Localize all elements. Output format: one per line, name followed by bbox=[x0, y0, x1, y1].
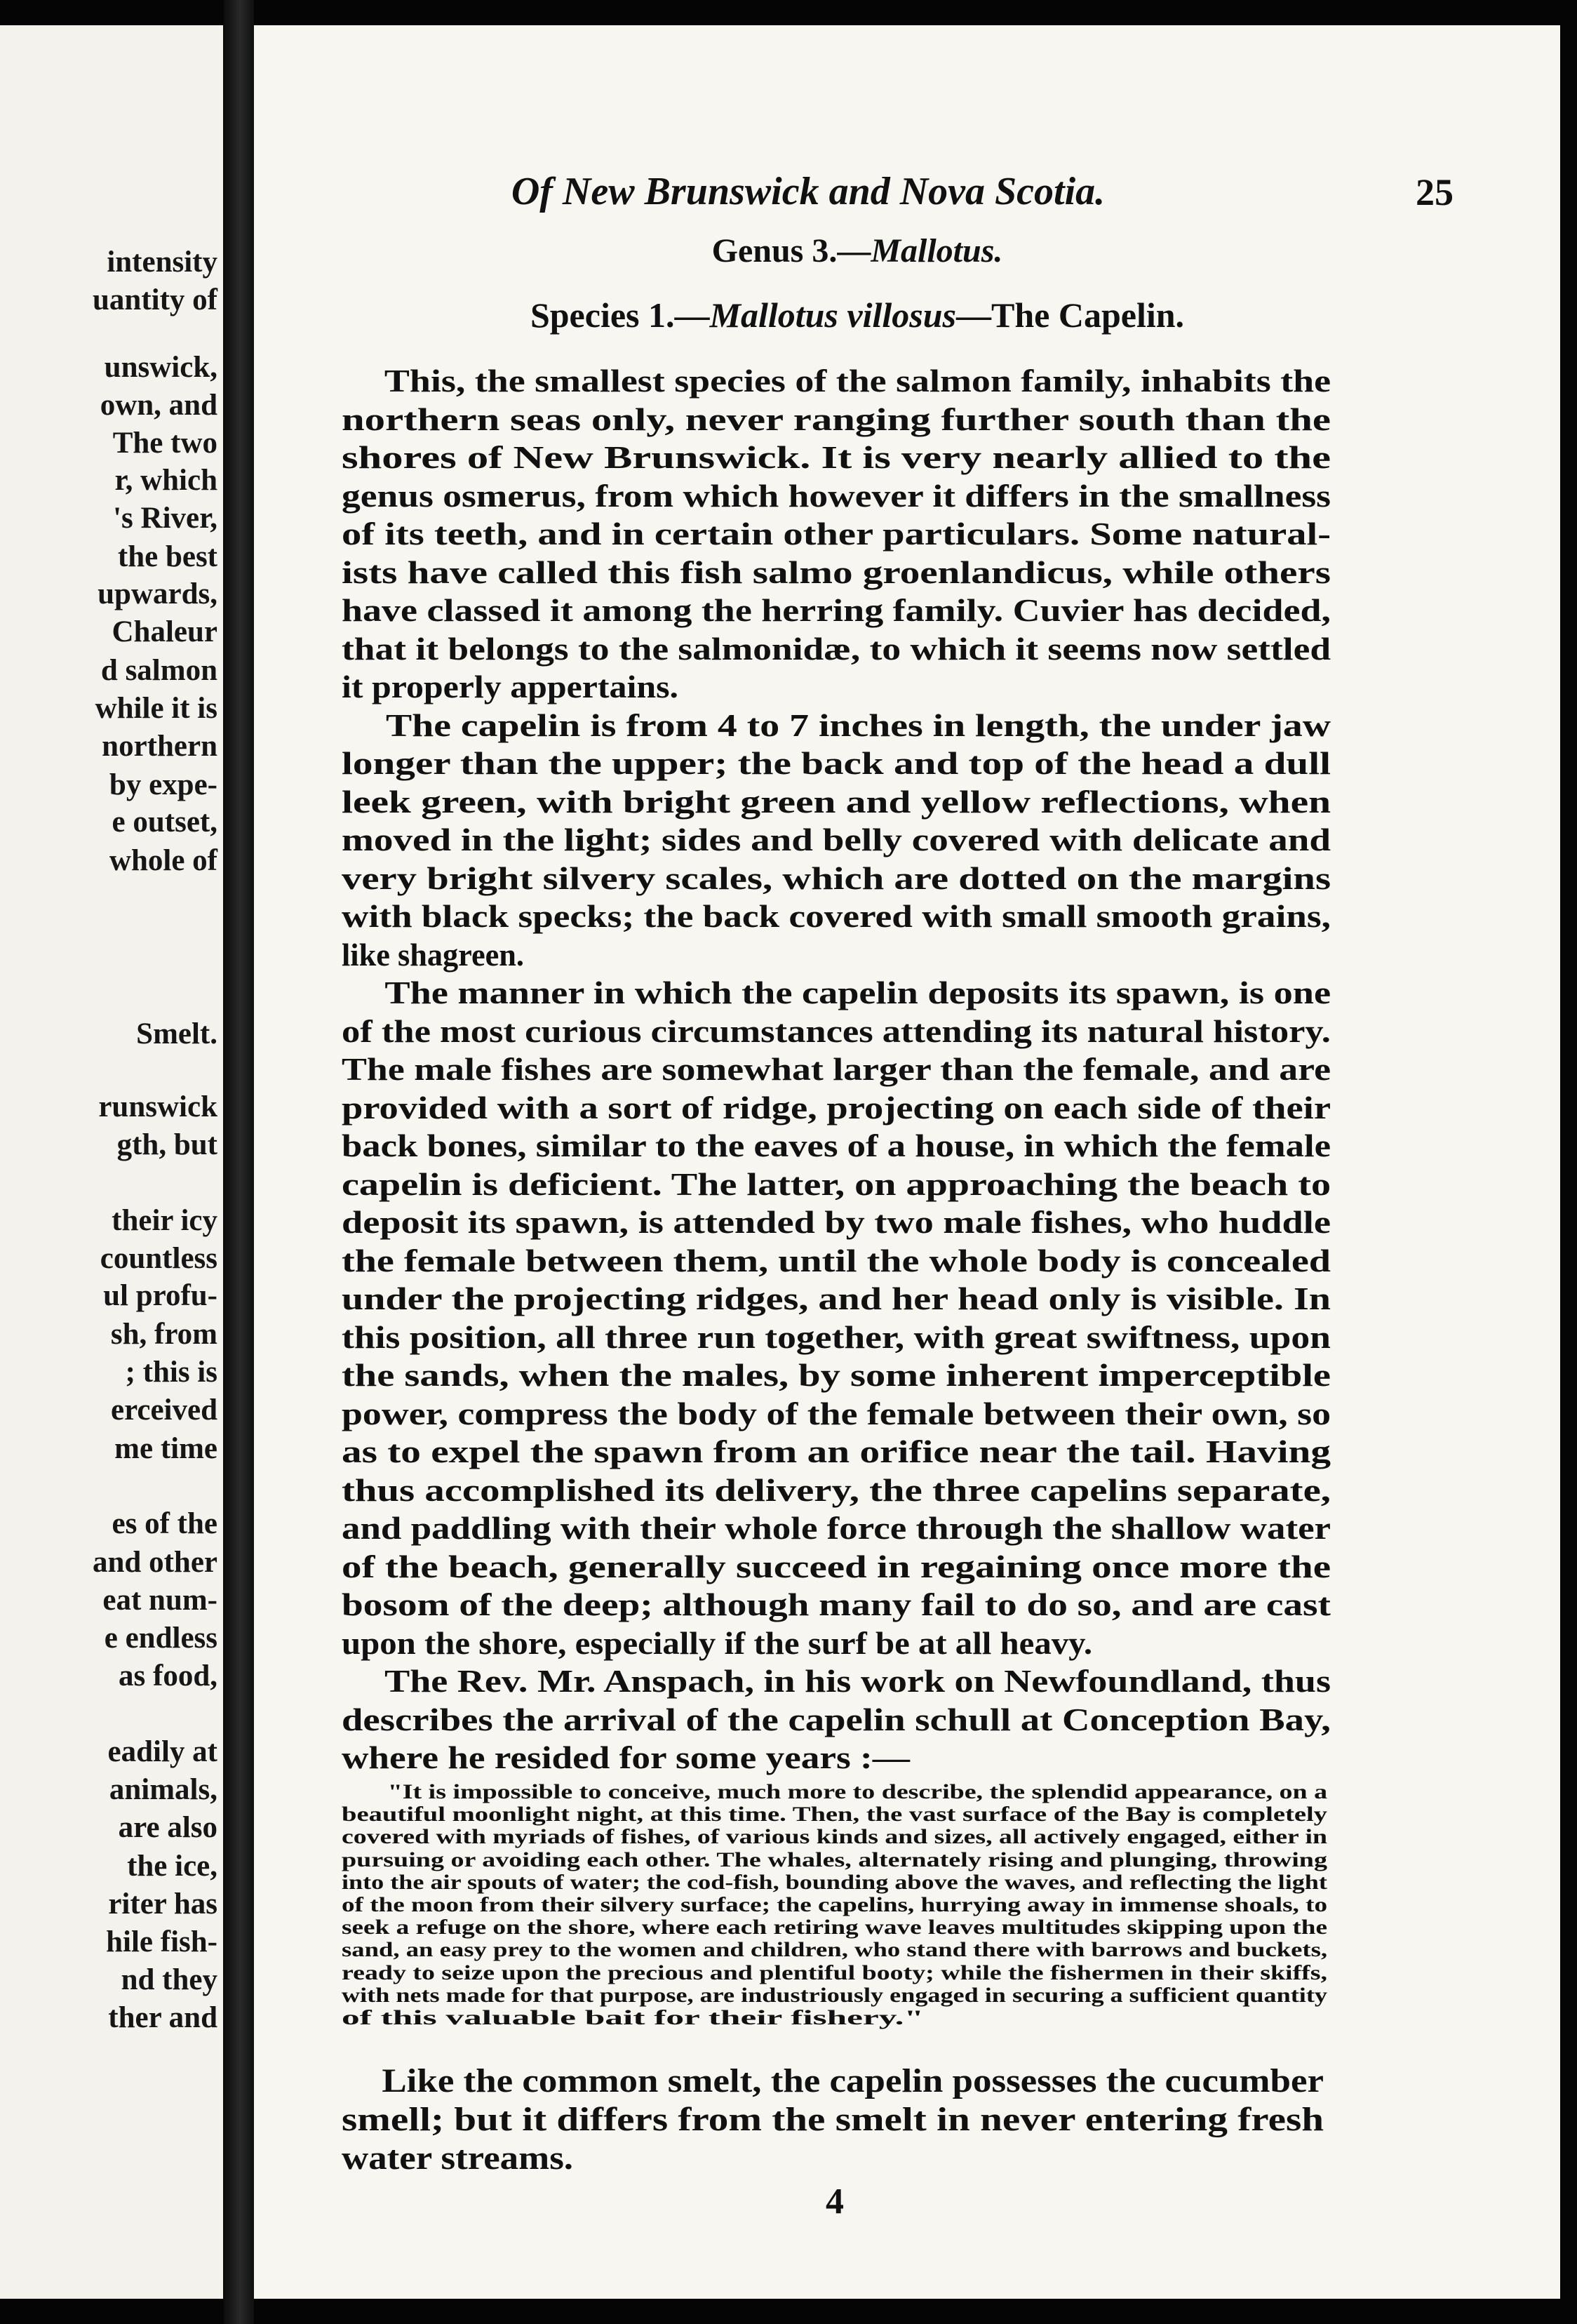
species-prefix: Species 1.— bbox=[530, 295, 710, 335]
paragraph-3-line: this position, all three run together, with great swiftness, upon bbox=[342, 1318, 1331, 1355]
left-page-line: eadily at bbox=[107, 1735, 217, 1768]
genus-heading bbox=[254, 232, 1461, 270]
left-page-line: The two bbox=[112, 427, 217, 460]
paragraph-4-line: describes the arrival of the capelin schull at Conception Bay, bbox=[342, 1701, 1331, 1737]
left-page-line: animals, bbox=[109, 1773, 217, 1806]
body-text bbox=[342, 362, 1560, 1777]
paragraph-3-line: as to expel the spawn from an orifice near the tail. Having bbox=[342, 1434, 1331, 1469]
paragraph-1-line: have classed it among the herring family. Cuvier has decided, bbox=[342, 592, 1331, 628]
left-page-line: ul profu- bbox=[103, 1279, 217, 1312]
quotation-line: with nets made for that purpose, are industriously engaged in securing a sufficient quantity bbox=[342, 1983, 1327, 2007]
left-page-line: me time bbox=[114, 1432, 217, 1465]
left-page-line: d salmon bbox=[100, 654, 217, 687]
paragraph-3-line: The manner in which the capelin deposits its spawn, is one bbox=[384, 975, 1331, 1010]
quotation-block bbox=[342, 1781, 1560, 2029]
paragraph-3-line: bosom of the deep; although many fail to do so, and are cast bbox=[342, 1587, 1331, 1622]
paragraph-3-line: thus accomplished its delivery, the three capelins separate, bbox=[342, 1471, 1331, 1508]
final-paragraph bbox=[342, 2062, 1560, 2177]
left-page-line: e endless bbox=[104, 1622, 217, 1655]
quotation-line: seek a refuge on the shore, where each retiring wave leaves multitudes skipping upon the bbox=[342, 1916, 1327, 1939]
left-page-line: unswick, bbox=[104, 351, 217, 384]
paragraph-4-line: where he resided for some years :— bbox=[342, 1739, 911, 1775]
genus-name: Mallotus. bbox=[871, 232, 1003, 269]
quotation-line: ready to seize upon the precious and plentiful booty; while the fishermen in their skiffs, bbox=[342, 1961, 1328, 1984]
final-paragraph-line: Like the common smelt, the capelin possesses the cucumber bbox=[382, 2062, 1324, 2099]
paragraph-4-line: The Rev. Mr. Anspach, in his work on Newfoundland, thus bbox=[384, 1663, 1331, 1699]
paragraph-3-line: capelin is deficient. The latter, on approaching the beach to bbox=[342, 1166, 1331, 1202]
quotation-line: beautiful moonlight night, at this time. Then, the vast surface of the Bay is completely bbox=[342, 1803, 1327, 1827]
left-page-line: Smelt. bbox=[136, 1017, 217, 1050]
quotation-line: pursuing or avoiding each other. The whales, alternately rising and plunging, throwing bbox=[342, 1848, 1327, 1871]
left-page-line: as food, bbox=[119, 1659, 217, 1692]
page-number: 25 bbox=[1416, 171, 1454, 213]
left-page-line: es of the bbox=[112, 1507, 217, 1540]
paragraph-2-line: with black specks; the back covered with small smooth grains, bbox=[342, 898, 1331, 934]
species-heading bbox=[254, 295, 1461, 335]
left-page-line: own, and bbox=[100, 389, 217, 422]
paragraph-3-line: of the most curious circumstances attending its natural history. bbox=[342, 1013, 1331, 1049]
paragraph-1-line: it properly appertains. bbox=[342, 669, 679, 704]
left-page-line: upwards, bbox=[98, 577, 217, 610]
paragraph-3-line: and paddling with their whole force through the shallow water bbox=[342, 1510, 1331, 1546]
quotation-line: "It is impossible to conceive, much more to describe, the splendid appearance, on a bbox=[387, 1780, 1328, 1803]
final-paragraph-line: smell; but it differs from the smelt in never entering fresh bbox=[342, 2101, 1324, 2138]
left-page-line: 's River, bbox=[113, 502, 217, 535]
left-page-line: Chaleur bbox=[112, 615, 217, 648]
paragraph-2-line: The capelin is from 4 to 7 inches in length, the under jaw bbox=[386, 707, 1331, 743]
quotation-line: covered with myriads of fishes, of various kinds and sizes, all actively engaged, either in bbox=[342, 1825, 1327, 1849]
paragraph-3-line: under the projecting ridges, and her head only is visible. In bbox=[342, 1281, 1331, 1316]
paragraph-1-line: of its teeth, and in certain other particulars. Some natural- bbox=[342, 516, 1331, 552]
paragraph-2-line: very bright silvery scales, which are dotted on the margins bbox=[342, 860, 1331, 896]
left-page-line: intensity bbox=[107, 246, 217, 279]
left-page-line: nd they bbox=[121, 1963, 217, 1996]
left-page-line: by expe- bbox=[109, 768, 217, 801]
paragraph-3-line: the female between them, until the whole body is concealed bbox=[342, 1242, 1331, 1278]
paragraph-2-line: moved in the light; sides and belly covered with delicate and bbox=[342, 822, 1331, 857]
left-page-line: runswick bbox=[98, 1090, 217, 1123]
paragraph-1-line: shores of New Brunswick. It is very nearly allied to the bbox=[342, 439, 1331, 475]
left-page-line: countless bbox=[100, 1242, 217, 1275]
left-page-line: erceived bbox=[110, 1394, 217, 1427]
paragraph-3-line: The male fishes are somewhat larger than the female, and are bbox=[342, 1051, 1331, 1087]
left-page-line: are also bbox=[118, 1811, 217, 1844]
book-gutter bbox=[223, 0, 254, 2324]
quotation-line: of the moon from their silvery surface; the capelins, hurrying away in immense shoals, to bbox=[342, 1892, 1328, 1916]
paragraph-3-line: provided with a sort of ridge, projecting on each side of their bbox=[342, 1089, 1331, 1126]
left-page-line: ther and bbox=[108, 2001, 217, 2034]
paragraph-2-line: like shagreen. bbox=[342, 936, 524, 973]
genus-prefix: Genus 3.— bbox=[711, 232, 871, 269]
left-page-line: r, which bbox=[114, 464, 217, 497]
left-page-fragment bbox=[0, 25, 223, 2299]
left-page-line: whole of bbox=[109, 844, 217, 877]
left-page-line: hile fish- bbox=[106, 1925, 217, 1958]
paragraph-2-line: longer than the upper; the back and top of the head a dull bbox=[342, 745, 1331, 781]
left-page-line: and other bbox=[93, 1546, 217, 1579]
left-page-line: sh, from bbox=[110, 1318, 217, 1351]
left-page-line: northern bbox=[102, 730, 217, 763]
quotation-line: into the air spouts of water; the cod-fish, bounding above the waves, and reflecting the light bbox=[342, 1870, 1327, 1894]
right-page bbox=[254, 25, 1560, 2299]
paragraph-3-line: the sands, when the males, by some inherent imperceptible bbox=[342, 1357, 1331, 1393]
paragraph-1-line: northern seas only, never ranging further south than the bbox=[342, 401, 1331, 437]
paragraph-1-line: ists have called this fish salmo groenlandicus, while others bbox=[342, 554, 1331, 590]
quotation-line: of this valuable bait for their fishery." bbox=[342, 2005, 924, 2029]
left-page-line: riter has bbox=[108, 1888, 217, 1921]
left-page-line: their icy bbox=[112, 1204, 217, 1237]
quotation-line: sand, an easy prey to the women and children, who stand there with barrows and buckets, bbox=[342, 1938, 1328, 1962]
running-head: Of New Brunswick and Nova Scotia. bbox=[511, 170, 1106, 213]
paragraph-3-line: power, compress the body of the female between their own, so bbox=[342, 1395, 1331, 1431]
paragraph-3-line: deposit its spawn, is attended by two male fishes, who huddle bbox=[342, 1204, 1331, 1240]
left-page-line: gth, but bbox=[116, 1128, 217, 1161]
paragraph-3-line: upon the shore, especially if the surf be at all heavy. bbox=[342, 1624, 1093, 1661]
paragraph-3-line: back bones, similar to the eaves of a house, in which the female bbox=[342, 1128, 1331, 1163]
paragraph-3-line: of the beach, generally succeed in regaining once more the bbox=[342, 1548, 1331, 1584]
left-page-line: while it is bbox=[95, 692, 217, 725]
species-common-name: —The Capelin. bbox=[955, 295, 1185, 335]
left-page-line: the ice, bbox=[127, 1850, 217, 1883]
paragraph-1-line: that it belongs to the salmonidæ, to which it seems now settled bbox=[342, 630, 1331, 667]
left-page-line: e outset, bbox=[112, 806, 217, 839]
paragraph-1-line: genus osmerus, from which however it differs in the smallness bbox=[342, 477, 1331, 514]
left-page-line: ; this is bbox=[125, 1356, 217, 1389]
left-page-line: the best bbox=[117, 540, 217, 573]
final-paragraph-line: water streams. bbox=[342, 2139, 574, 2177]
left-page-line: eat num- bbox=[102, 1584, 217, 1617]
paragraph-1-line: This, the smallest species of the salmon family, inhabits the bbox=[384, 363, 1331, 399]
paragraph-2-line: leek green, with bright green and yellow reflections, when bbox=[342, 783, 1331, 820]
signature-mark: 4 bbox=[826, 2182, 844, 2222]
species-latin-name: Mallotus villosus bbox=[709, 295, 956, 335]
left-page-line: uantity of bbox=[93, 283, 217, 316]
